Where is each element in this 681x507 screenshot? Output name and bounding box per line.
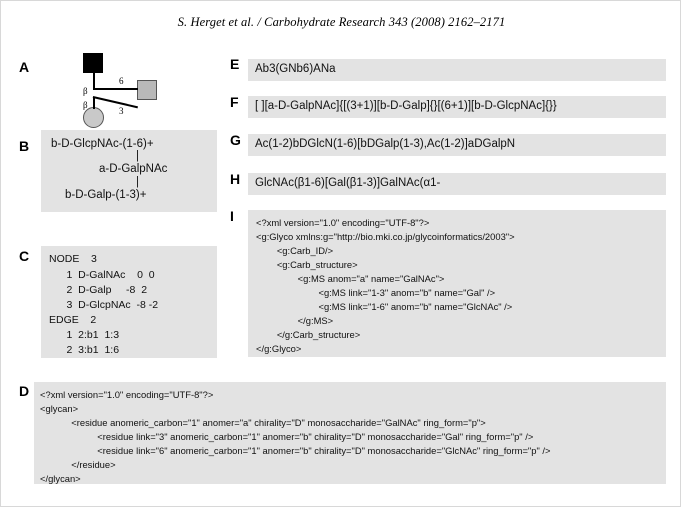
panel-i-line-3: <g:Carb_ID/>	[256, 245, 334, 256]
panel-i-line-2: <g:Glyco xmlns:g="http://bio.mki.co.jp/glycoinformatics/2003">	[256, 231, 515, 242]
panel-b-line-1: b-D-GlcpNAc-(1-6)+	[51, 138, 154, 150]
edge-line-3	[93, 97, 95, 109]
edge-label-beta-1: β	[83, 86, 88, 96]
grey-square-symbol	[137, 80, 157, 100]
panel-letter-h: H	[230, 171, 241, 187]
panel-i-line-9: </g:Carb_structure>	[256, 329, 361, 340]
panel-d-line-3: <residue anomeric_carbon="1" anomer="a" chirality="D" monosaccharide="GalNAc" ring_form="p">	[40, 417, 486, 428]
panel-letter-f: F	[230, 94, 239, 110]
panel-letter-e: E	[230, 56, 240, 72]
panel-i-line-10: </g:Glyco>	[256, 343, 302, 354]
panel-letter-g: G	[230, 132, 241, 148]
panel-letter-a: A	[19, 59, 30, 75]
edge-line-2	[93, 88, 138, 90]
edge-label-beta-2: β	[83, 100, 88, 110]
panel-c-line-6: 1 2:b1 1:3	[49, 329, 120, 341]
panel-letter-c: C	[19, 248, 30, 264]
panel-g-text: Ac(1-2)bDGlcN(1-6)[bDGalp(1-3),Ac(1-2)]aDGalpN	[255, 138, 516, 150]
panel-b-box	[41, 130, 217, 212]
panel-d-line-4: <residue link="3" anomeric_carbon="1" anomer="b" chirality="D" monosaccharide="Gal" ring_form="p" />	[40, 431, 534, 442]
panel-i-line-7: <g:MS link="1-6" anom="b" name="GlcNAc" />	[256, 301, 513, 312]
panel-i-line-4: <g:Carb_structure>	[256, 259, 358, 270]
panel-h-box	[248, 173, 666, 195]
filled-square-symbol	[83, 53, 103, 73]
panel-f-box	[248, 96, 666, 118]
panel-a-glycan-diagram	[61, 53, 191, 131]
panel-b-line-2: |	[136, 150, 139, 162]
panel-i-line-6: <g:MS link="1-3" anom="b" name="Gal" />	[256, 287, 496, 298]
panel-d-box	[34, 382, 666, 484]
edge-line-1	[93, 73, 95, 88]
panel-i-line-5: <g:MS anom="a" name="GalNAc">	[256, 273, 445, 284]
panel-b-line-3: a-D-GalpNAc	[99, 163, 168, 175]
panel-i-line-1: <?xml version="1.0" encoding="UTF-8"?>	[256, 217, 430, 228]
panel-h-text: GlcNAc(β1-6)[Gal(β1-3)]GalNAc(α1-	[255, 177, 441, 189]
panel-i-line-8: </g:MS>	[256, 315, 334, 326]
panel-c-line-2: 1 D-GalNAc 0 0	[49, 269, 155, 281]
panel-c-line-7: 2 3:b1 1:6	[49, 344, 120, 356]
panel-d-line-2: <glycan>	[40, 403, 79, 414]
panel-g-box	[248, 134, 666, 156]
panel-letter-d: D	[19, 383, 30, 399]
edge-label-6: 6	[119, 76, 124, 86]
panel-b-line-5: b-D-Galp-(1-3)+	[65, 189, 147, 201]
panel-c-line-4: 3 D-GlcpNAc -8 -2	[49, 299, 159, 311]
panel-e-text: Ab3(GNb6)ANa	[255, 63, 336, 75]
running-head: S. Herget et al. / Carbohydrate Research 343 (2008) 2162–2171	[177, 15, 506, 29]
grey-circle-symbol	[83, 107, 104, 128]
panel-letter-b: B	[19, 138, 30, 154]
panel-d-line-5: <residue link="6" anomeric_carbon="1" anomer="b" chirality="D" monosaccharide="GlcNAc" ring_form="p" />	[40, 445, 551, 456]
panel-i-box	[248, 210, 666, 357]
panel-b-line-4: |	[136, 176, 139, 188]
panel-c-line-5: EDGE 2	[49, 314, 97, 326]
panel-d-line-1: <?xml version="1.0" encoding="UTF-8"?>	[40, 389, 214, 400]
panel-c-line-1: NODE 3	[49, 253, 97, 265]
panel-f-text: [ ][a-D-GalpNAc]{[(3+1)][b-D-Galp]{}[(6+1)][b-D-GlcpNAc]{}}	[255, 100, 557, 112]
panel-c-line-3: 2 D-Galp -8 2	[49, 284, 148, 296]
panel-c-box	[41, 246, 217, 358]
panel-e-box	[248, 59, 666, 81]
panel-d-line-7: </glycan>	[40, 473, 81, 484]
panel-d-line-6: </residue>	[40, 459, 116, 470]
edge-label-3: 3	[119, 106, 124, 116]
panel-letter-i: I	[230, 208, 234, 224]
edge-line-4	[93, 96, 138, 108]
